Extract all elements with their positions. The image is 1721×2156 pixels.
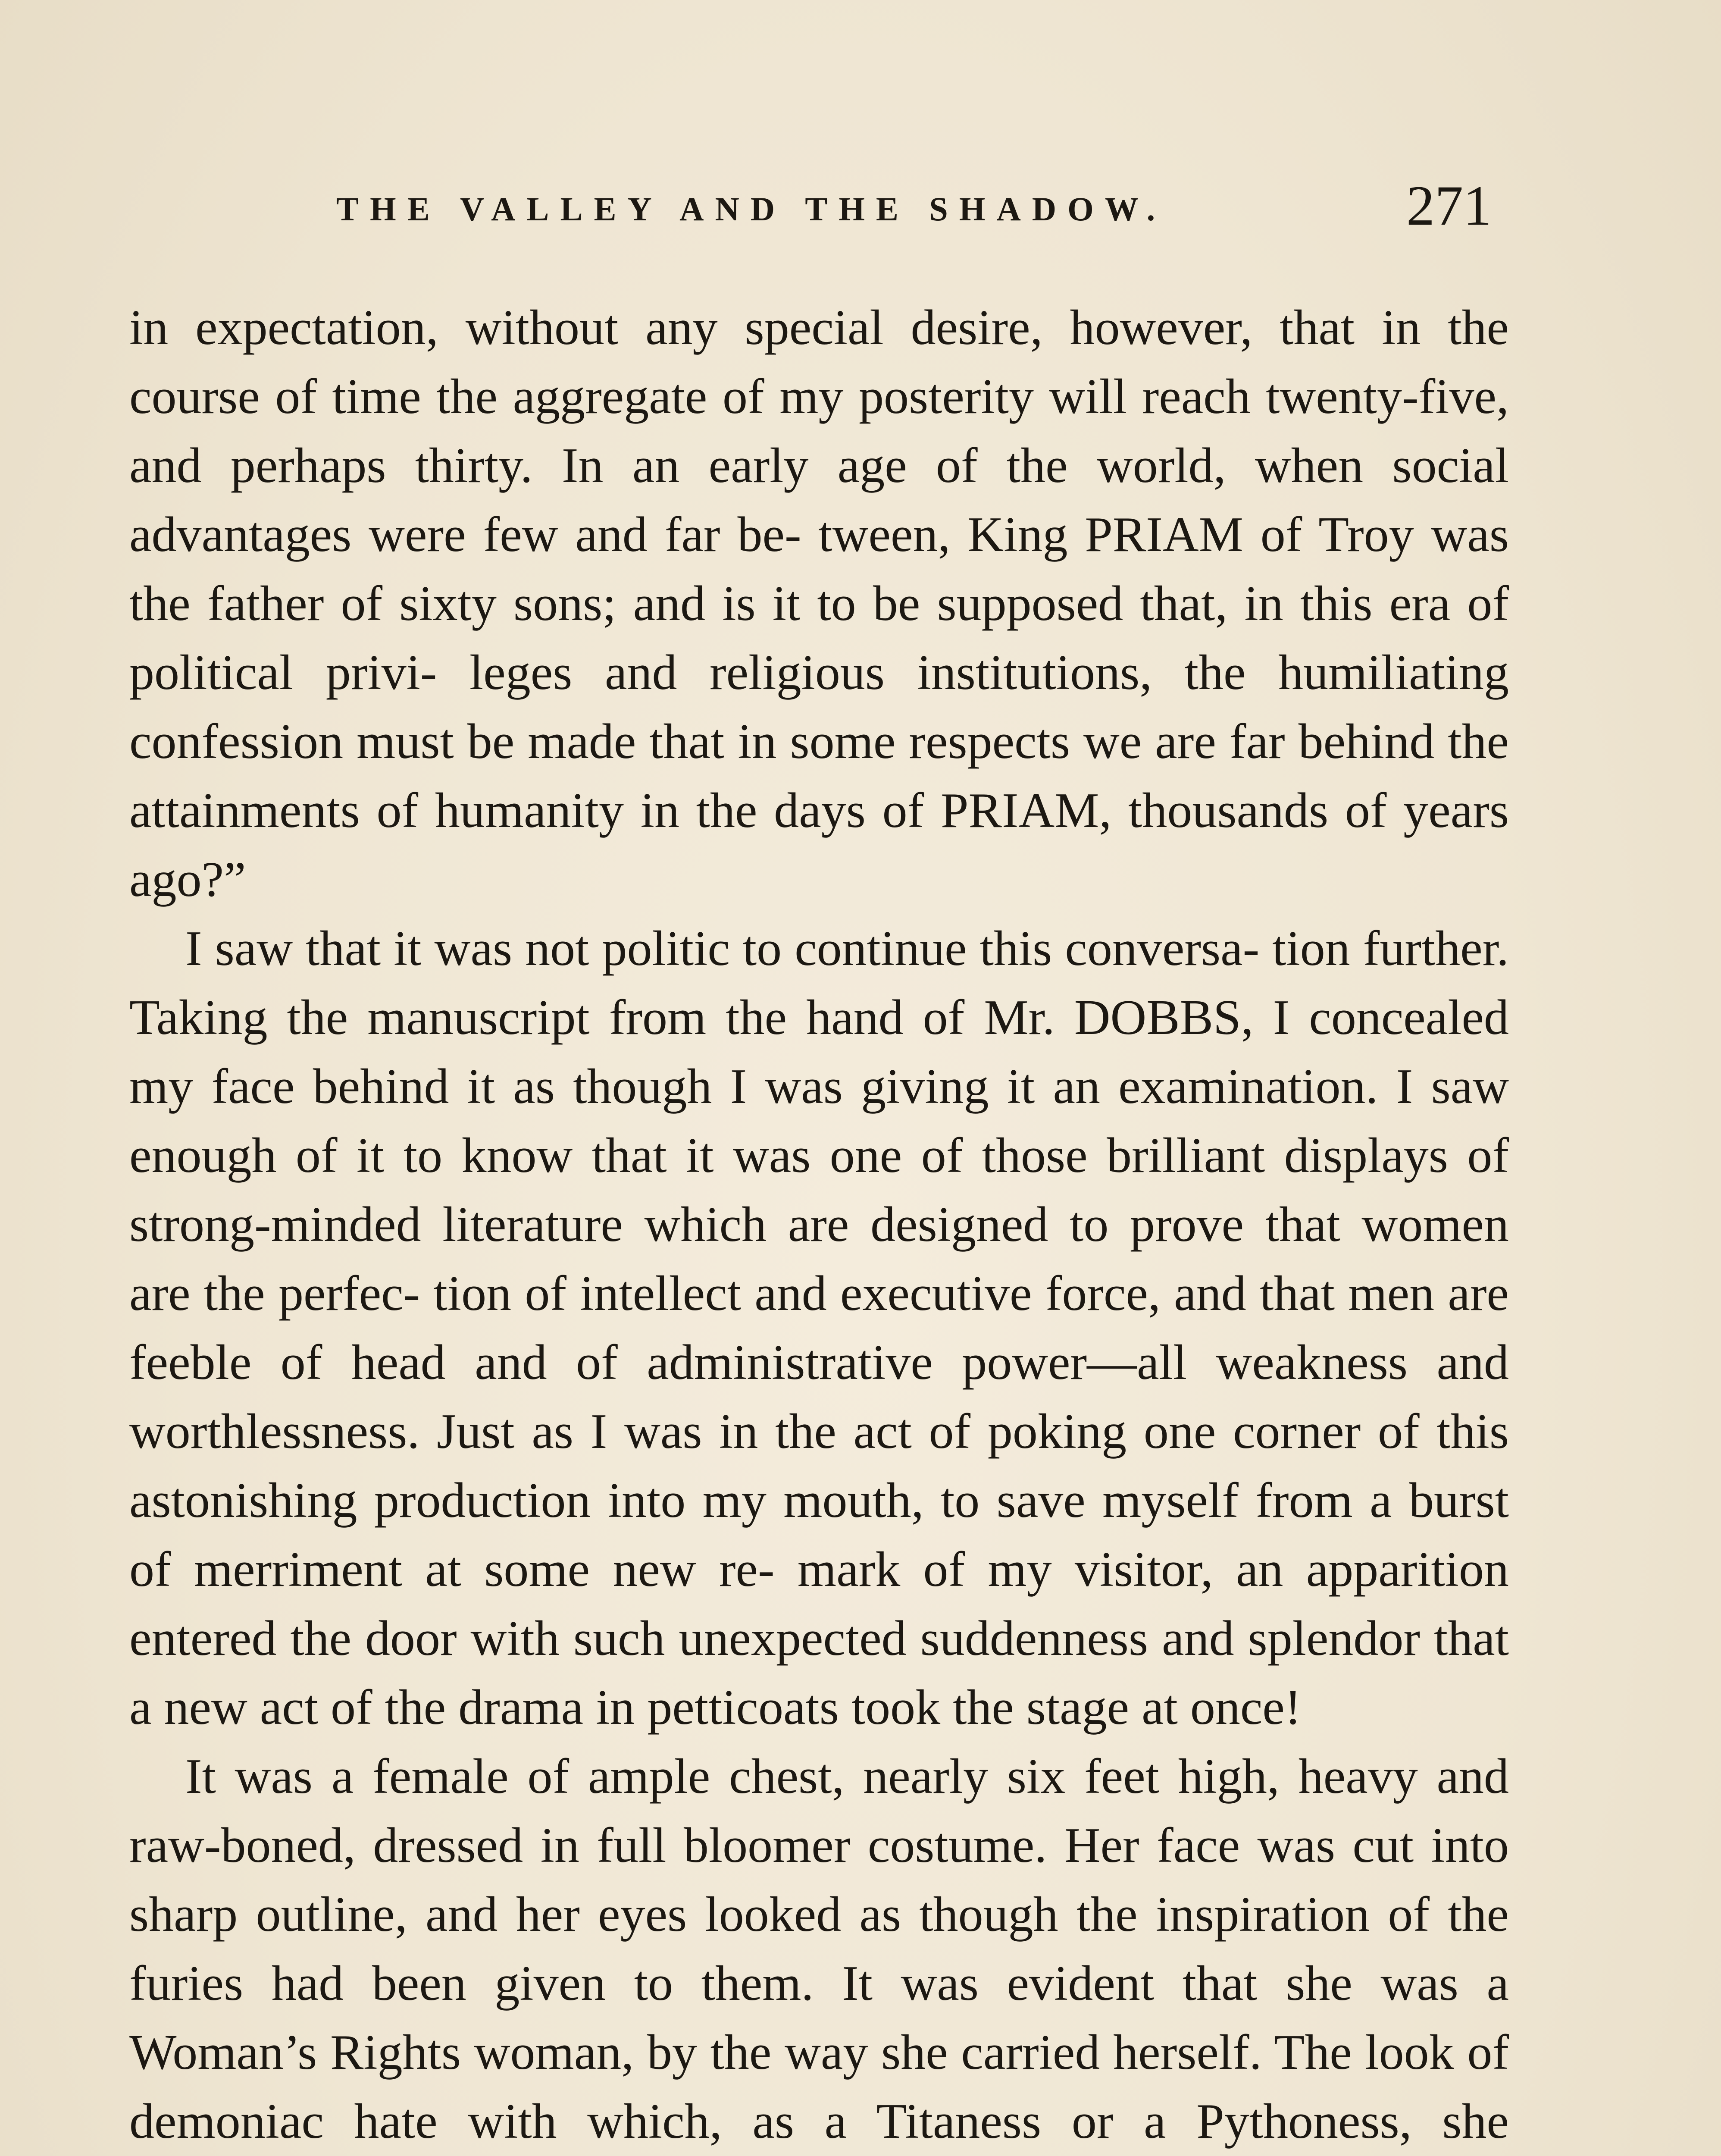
- page-number: 271: [1406, 174, 1492, 237]
- body-text: [129, 293, 1509, 2156]
- paragraph-1: in expectation, without any special desire, however, that in the course of time the aggregate of my posterity will reach twenty-five, and perhaps thirty. In an early age of the world, when social advantages were few and far be- tween, King PRIAM of Troy was the father of sixty sons; and is it to be supposed that, in this era of political privi- leges and religious institutions, the humiliating confession must be made that in some respects we are far behind the attainments of humanity in the days of PRIAM, thousands of years ago?”: [129, 300, 1509, 907]
- page-header: [129, 172, 1492, 237]
- running-head: THE VALLEY AND THE SHADOW.: [336, 190, 1167, 228]
- paragraph-2: I saw that it was not politic to continue this conversa- tion further. Taking the manuscript from the hand of Mr. DOBBS, I concealed my face behind it as though I was giving it an examination. I saw enough of it to know that it was one of those brilliant displays of strong-minded literature which are designed to prove that women are the perfec- tion of intellect and executive force, and that men are feeble of head and of administrative power—all weakness and worthlessness. Just as I was in the act of poking one corner of this astonishing production into my mouth, to save myself from a burst of merriment at some new re- mark of my visitor, an apparition entered the door with such unexpected suddenness and splendor that a new act of the drama in petticoats took the stage at once!: [129, 921, 1509, 1735]
- paragraph-3: It was a female of ample chest, nearly six feet high, heavy and raw-boned, dressed in full bloomer costume. Her face was cut into sharp outline, and her eyes looked as though the inspiration of the furies had been given to them. It was evident that she was a Woman’s Rights woman, by the way she carried herself. The look of demoniac hate with which, as a Titaness or a Pythoness, she: [129, 1749, 1509, 2149]
